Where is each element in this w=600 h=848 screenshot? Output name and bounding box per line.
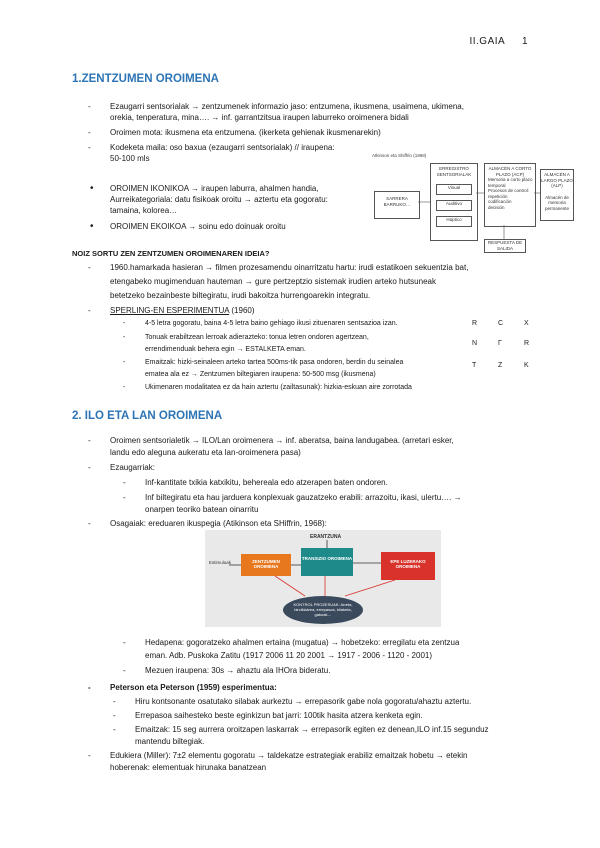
letter: R xyxy=(472,320,478,327)
s1-bullet-2: • OROIMEN EKOIKOA → soinu edo doinuak oroitu xyxy=(110,221,365,232)
sperling-2b: errendimenduak behera egin → ESTALKETA eman. xyxy=(145,346,306,353)
stm-item: Procesos de control: xyxy=(488,188,530,193)
s2-after-5: - Errepasoa saihesteko beste eginkizun bat jarri: 100tik hasita atzera kenketa egin. xyxy=(135,710,535,721)
letter: N xyxy=(472,340,478,347)
letter: K xyxy=(524,362,529,369)
letter-grid xyxy=(470,318,530,368)
register-visual: Visual xyxy=(436,184,472,195)
figure-control-ellipse: KONTROL PROZESUAK: Arreta, birziklatzea, errepasoa, bilaketa, gakoak… xyxy=(283,596,363,624)
diagram-output-box: RESPUESTA DE SALIDA xyxy=(484,239,526,253)
letter: T xyxy=(472,362,477,369)
sperling-1: - 4-5 letra gogoratu, baina 4-5 letra baino gehiago ikusi zituenaren sentsazioa izan. xyxy=(145,319,445,330)
s2-item-1: - Oroimen sentsorialetik → ILO/Lan oroimenera → inf. aberatsa, baina landugabea. (arretari esker, xyxy=(110,435,540,446)
registers-label: ERREGISTRO SENTSORIALAK xyxy=(436,166,472,177)
s2-after-3: - Peterson eta Peterson (1959) esperimentua: xyxy=(110,682,530,693)
section2-heading: 2. ILO ETA LAN OROIMENA xyxy=(72,410,223,422)
sperling-3: - Emaitzak: hizki-seinaleen arteko tartea 500ms-tik pasa ondoren, berdin du seinalea xyxy=(145,358,455,369)
s1-q-item-1b: etengabeko mugimenduan hauteman → gure pertzeptzio sistemak irudien arteko hutsuneak xyxy=(110,277,436,286)
stm-item: decisión xyxy=(488,204,505,210)
s2-after-1: - Hedapena: gogoratzeko ahalmen ertaina (mugatua) → hobetzeko: erregilatu eta zentzua xyxy=(145,637,530,648)
figure-input-label: Estimuluak xyxy=(209,560,232,565)
s2-after-1b: eman. Adb. Puskoka Zatitu (1917 2006 11 20 2001 → 1917 - 2006 - 1120 - 2001) xyxy=(145,651,433,660)
letter: Z xyxy=(498,362,503,369)
s1-sperling xyxy=(110,305,255,316)
sperling-2: - Tonuak erabiltzean lerroak adierazteko: tonua letren ondoren agertzean, xyxy=(145,333,445,344)
diagram-arrows xyxy=(372,153,572,253)
letter: R xyxy=(524,340,530,347)
s1-item-3: - Kodeketa maila: oso baxua (ezaugarri sentsorialak) // iraupena: xyxy=(110,142,380,153)
s2-after-6b: mantendu biltegiak. xyxy=(135,737,205,746)
s2-after-7b: hoberenak: elementuak hirunaka banatzean xyxy=(110,763,267,772)
s2-item-2: - Ezaugarriak: xyxy=(110,462,155,473)
s2-after-4: - Hiru kontsonante osatutako silabak aurkeztu → errepasorik gabe nola gogoratu/ahaztu aztertu. xyxy=(135,696,535,707)
sperling-year: (1960) xyxy=(231,306,255,315)
stm-item: Memoria a corto plazo temporal xyxy=(488,177,533,188)
s2-after-7: - Edukiera (Miller): 7±2 elementu gogoratu → taldekatze estrategiak erabiliz emaitzak hobetu → etekin xyxy=(110,750,540,761)
diagram-title: Atkinson eta Shiffrin (1968) xyxy=(372,153,427,158)
letter: C xyxy=(498,320,504,327)
s1-q-item-1: - 1960.hamarkada hasieran → filmen prozesamendu oinarritzatu hartu: irudi estatikoen sekuentzia bat, xyxy=(110,262,540,273)
s1-item-1b: orekia, tenperatura, mina…. → inf. garrantzitsua iraupen laburreko oroimenera bidali xyxy=(110,113,409,122)
sperling-3b: ematea ala ez → Zentzumen biltegiaren iraupena: 50-500 msg (ikusmena) xyxy=(145,371,376,378)
ltm-label: ALMACÉN A LARGO PLAZO (ALP) xyxy=(541,172,573,188)
stm-label: ALMACÉN A CORTO PLAZO (ACP) xyxy=(488,166,532,177)
memory-flow-figure xyxy=(205,530,441,627)
s2-item-4: - Inf biltegiratu eta hau jarduera konplexuak gauzatzeko erabili: arrazoitu, ikasi, ulertu…. → xyxy=(145,492,545,503)
figure-sensory-box: ZENTZUMEN OROIMENA xyxy=(241,554,291,576)
s2-item-3: - Inf-kantitate txikia katxikitu, behereala edo atzerapen baten ondoren. xyxy=(145,477,545,488)
figure-longterm-box: EPE LUZERAKO OROIMENA xyxy=(381,552,435,580)
s1-item-2: - Oroimen mota: ikusmena eta entzumena. (ikerketa gehienak ikusmenarekin) xyxy=(110,127,540,138)
figure-transition-box: TRANSIZIO OROIMENA xyxy=(301,548,353,576)
s1-item-1: - Ezaugarri sentsorialak → zentzumenek informazio jaso: entzumena, ikusmena, usaimena, ukimena, xyxy=(110,101,540,112)
s1-q-item-1c: betetzeko bezainbeste biltegiratu, irudi bakoitza hurrengoarekin integratu. xyxy=(110,291,371,300)
sperling-title: SPERLING-EN ESPERIMENTUA xyxy=(110,306,230,315)
s2-after-2: - Mezuen iraupena: 30s → ahaztu ala IHOra bideratu. xyxy=(145,665,530,676)
s2-item-1b: landu edo aleguna aukeratu eta lan-oroimenera pasa) xyxy=(110,448,301,457)
ltm-item: Almacén de memoria permanente xyxy=(544,194,570,211)
diagram-entry-box: SARRERA BARRUKO… xyxy=(374,191,420,219)
figure-arrows xyxy=(205,530,441,627)
memory-model-diagram xyxy=(372,153,572,253)
stm-item: repetición xyxy=(488,193,508,199)
s2-item-5: - Osagaiak: ereduaren ikuspegia (Atikinson eta SHiffrin, 1968): xyxy=(110,518,327,529)
page-header xyxy=(469,36,528,47)
letter: X xyxy=(524,320,529,327)
s1-bullet-1c: tamaina, kolorea… xyxy=(110,206,178,215)
s2-after-6: - Emaitzak: 15 seg aurrera oroitzapen laskarrak → errepasorik egiten ez denean,ILO inf.15 segunduz xyxy=(135,724,535,735)
register-haptic: Haptico xyxy=(436,216,472,227)
s1-item-3b: 50-100 mls xyxy=(110,154,150,163)
figure-response-label: ERANTZUNA xyxy=(310,534,342,540)
header-title: II.GAIA xyxy=(469,36,505,47)
register-auditory: Auditivo xyxy=(436,200,472,211)
letter: Γ xyxy=(498,340,502,347)
sperling-4: - Ukimenaren modalitatea ez da hain aztertu (zailtasunak): hizkia-eskuan aire zorrotada xyxy=(145,383,465,394)
s1-question-heading: NOIZ SORTU ZEN ZENTZUMEN OROIMENAREN IDEIA? xyxy=(72,249,270,258)
stm-item: codificación xyxy=(488,199,512,204)
s2-item-4b: onarpen teoriko batean oinarritu xyxy=(145,505,259,514)
section1-heading: 1.ZENTZUMEN OROIMENA xyxy=(72,73,219,85)
s1-bullet-1b: Aurreikategoriala: datu fisikoak oroitu → aztertu eta gogoratu: xyxy=(110,195,328,204)
s1-bullet-1: • OROIMEN IKONIKOA → iraupen laburra, ahalmen handia, xyxy=(110,183,365,194)
page-number: 1 xyxy=(521,36,528,47)
